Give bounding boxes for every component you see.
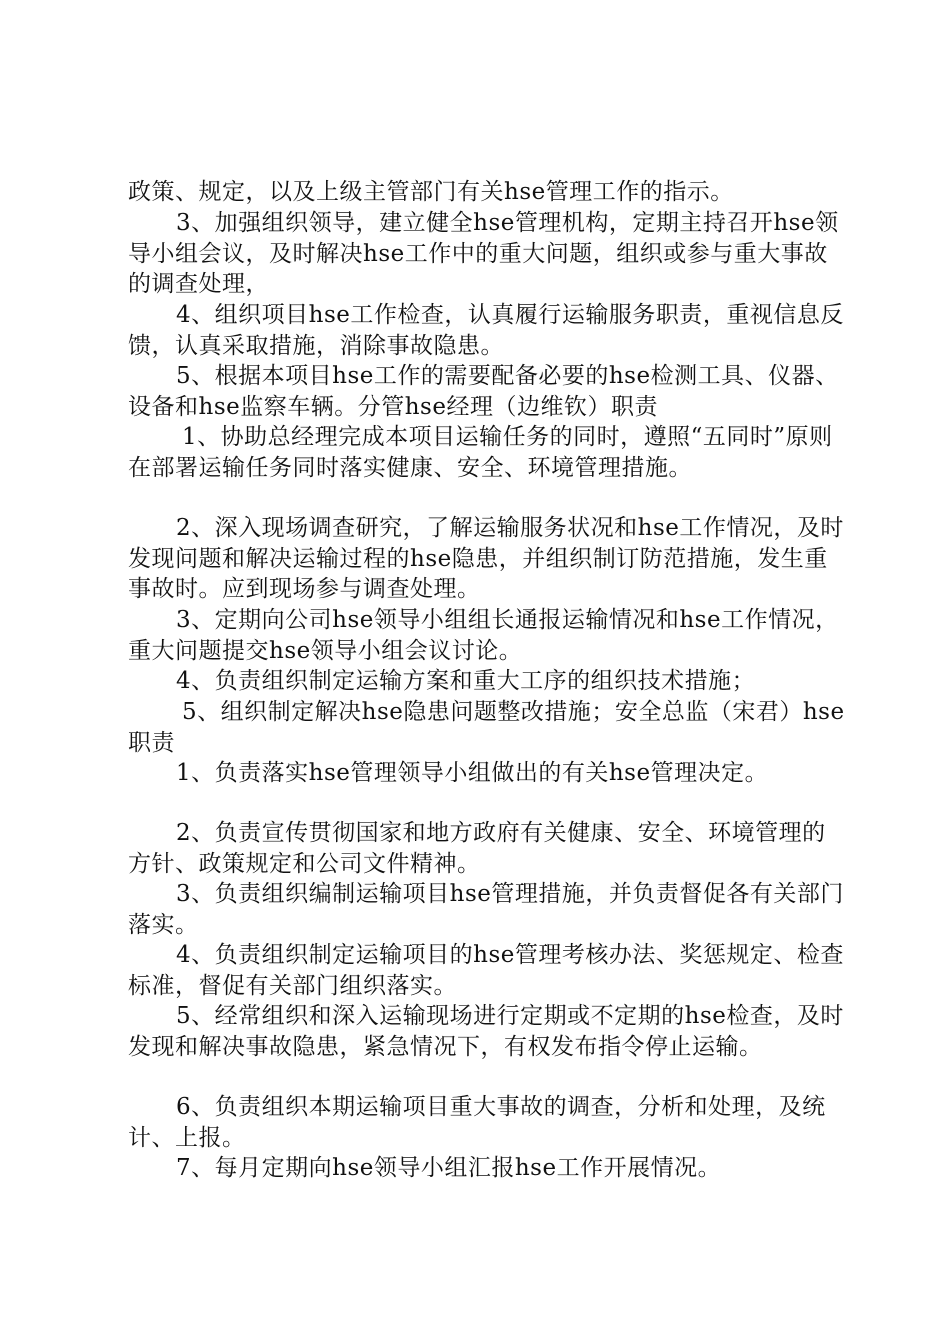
paragraph-safety-duty-7: 7、每月定期向hse领导小组汇报hse工作开展情况。 [176,1155,722,1181]
paragraph-gm-duty-3: 3、加强组织领导，建立健全hse管理机构，定期主持召开hse领导小组会议，及时解决hse工作中的重大问题，组织或参与重大事故的调查处理， [128,210,839,297]
paragraph-deputy-duty-4: 4、负责组织制定运输方案和重大工序的组织技术措施； [176,668,756,694]
paragraph-safety-duty-5: 5、经常组织和深入运输现场进行定期或不定期的hse检查，及时发现和解决事故隐患，紧急情况下，有权发布指令停止运输。 [128,1003,844,1060]
paragraph-deputy-duty-2: 2、深入现场调查研究，了解运输服务状况和hse工作情况，及时发现问题和解决运输过程的hse隐患，并组织制订防范措施，发生重事故时。应到现场参与调查处理。 [128,515,844,602]
paragraph-safety-duty-4: 4、负责组织制定运输项目的hse管理考核办法、奖惩规定、检查标准，督促有关部门组织落实。 [128,942,844,999]
paragraph-gm-duty-4: 4、组织项目hse工作检查，认真履行运输服务职责，重视信息反馈，认真采取措施，消除事故隐患。 [128,302,844,359]
paragraph-deputy-duty-3: 3、定期向公司hse领导小组组长通报运输情况和hse工作情况，重大问题提交hse领导小组会议讨论。 [128,607,839,664]
paragraph-deputy-duty-1: 1、协助总经理完成本项目运输任务的同时，遵照“五同时”原则在部署运输任务同时落实健康、安全、环境管理措施。 [128,424,833,481]
paragraph-safety-duty-3: 3、负责组织编制运输项目hse管理措施，并负责督促各有关部门落实。 [128,881,844,938]
paragraph-safety-duty-1: 1、负责落实hse管理领导小组做出的有关hse管理决定。 [176,760,769,786]
paragraph-policy-continuation: 政策、规定，以及上级主管部门有关hse管理工作的指示。 [128,179,734,205]
paragraph-safety-duty-6: 6、负责组织本期运输项目重大事故的调查，分析和处理，及统计、上报。 [128,1094,826,1151]
paragraph-deputy-duty-5: 5、组织制定解决hse隐患问题整改措施；安全总监（宋君）hse职责 [128,699,845,756]
paragraph-safety-duty-2: 2、负责宣传贯彻国家和地方政府有关健康、安全、环境管理的方针、政策规定和公司文件精神。 [128,820,826,877]
paragraph-gm-duty-5: 5、根据本项目hse工作的需要配备必要的hse检测工具、仪器、设备和hse监察车辆。分管hse经理（边维钦）职责 [128,363,839,420]
